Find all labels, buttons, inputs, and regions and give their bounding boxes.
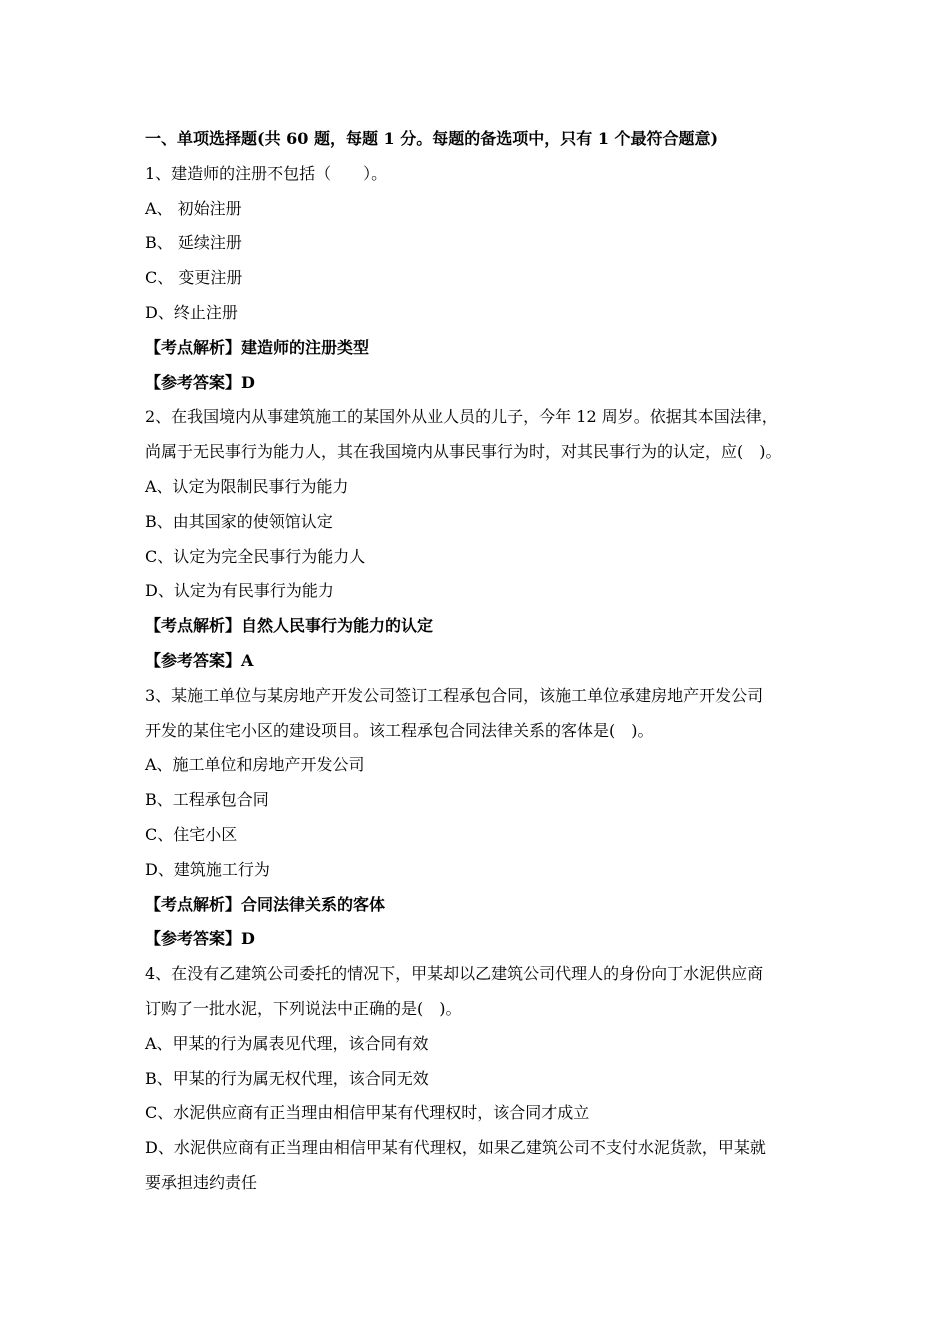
option-a: A、施工单位和房地产开发公司	[145, 755, 365, 775]
question-stem-line-2: 订购了一批水泥，下列说法中正确的是( )。	[145, 998, 462, 1018]
question-4	[145, 957, 825, 1201]
option-b: B、 延续注册	[145, 233, 242, 253]
option-b: B、工程承包合同	[145, 790, 269, 810]
question-stem-line-2: 尚属于无民事行为能力人，其在我国境内从事民事行为时，对其民事行为的认定，应( )。	[145, 442, 782, 462]
option-d: D、建筑施工行为	[145, 859, 270, 879]
question-stem-line-2: 开发的某住宅小区的建设项目。该工程承包合同法律关系的客体是( )。	[145, 720, 654, 740]
question-2	[145, 400, 825, 678]
option-c: C、水泥供应商有正当理由相信甲某有代理权时，该合同才成立	[145, 1103, 590, 1123]
analysis-label: 【考点解析】建造师的注册类型	[145, 337, 370, 357]
option-a: A、甲某的行为属表见代理，该合同有效	[145, 1033, 429, 1053]
option-c: C、认定为完全民事行为能力人	[145, 546, 366, 566]
option-c: C、住宅小区	[145, 824, 238, 844]
option-c: C、 变更注册	[145, 268, 243, 288]
question-stem-line-1: 2、在我国境内从事建筑施工的某国外从业人员的儿子，今年 12 周岁。依据其本国法律，	[145, 407, 778, 427]
section-title: 一、单项选择题(共 60 题，每题 1 分。每题的备选项中，只有 1 个最符合题意)	[145, 129, 719, 148]
answer-label: 【参考答案】A	[145, 650, 254, 670]
document-content	[145, 122, 825, 1201]
question-3	[145, 679, 825, 957]
option-d: D、终止注册	[145, 302, 238, 322]
analysis-label: 【考点解析】合同法律关系的客体	[145, 894, 386, 914]
option-d: D、认定为有民事行为能力	[145, 581, 334, 601]
question-stem-line-1: 3、某施工单位与某房地产开发公司签订工程承包合同，该施工单位承建房地产开发公司	[145, 685, 764, 705]
option-d-line-1: D、水泥供应商有正当理由相信甲某有代理权，如果乙建筑公司不支付水泥货款，甲某就	[145, 1138, 766, 1158]
question-1	[145, 157, 825, 401]
option-b: B、甲某的行为属无权代理，该合同无效	[145, 1068, 429, 1088]
question-stem-line-1: 4、在没有乙建筑公司委托的情况下，甲某却以乙建筑公司代理人的身份向丁水泥供应商	[145, 964, 764, 984]
option-b: B、由其国家的使领馆认定	[145, 511, 333, 531]
analysis-label: 【考点解析】自然人民事行为能力的认定	[145, 616, 434, 636]
option-d-line-2: 要承担违约责任	[145, 1172, 258, 1192]
option-a: A、 初始注册	[145, 198, 242, 218]
answer-label: 【参考答案】D	[145, 372, 255, 392]
question-stem: 1、建造师的注册不包括（ ）。	[145, 163, 388, 183]
option-a: A、认定为限制民事行为能力	[145, 476, 349, 496]
answer-label: 【参考答案】D	[145, 929, 255, 949]
